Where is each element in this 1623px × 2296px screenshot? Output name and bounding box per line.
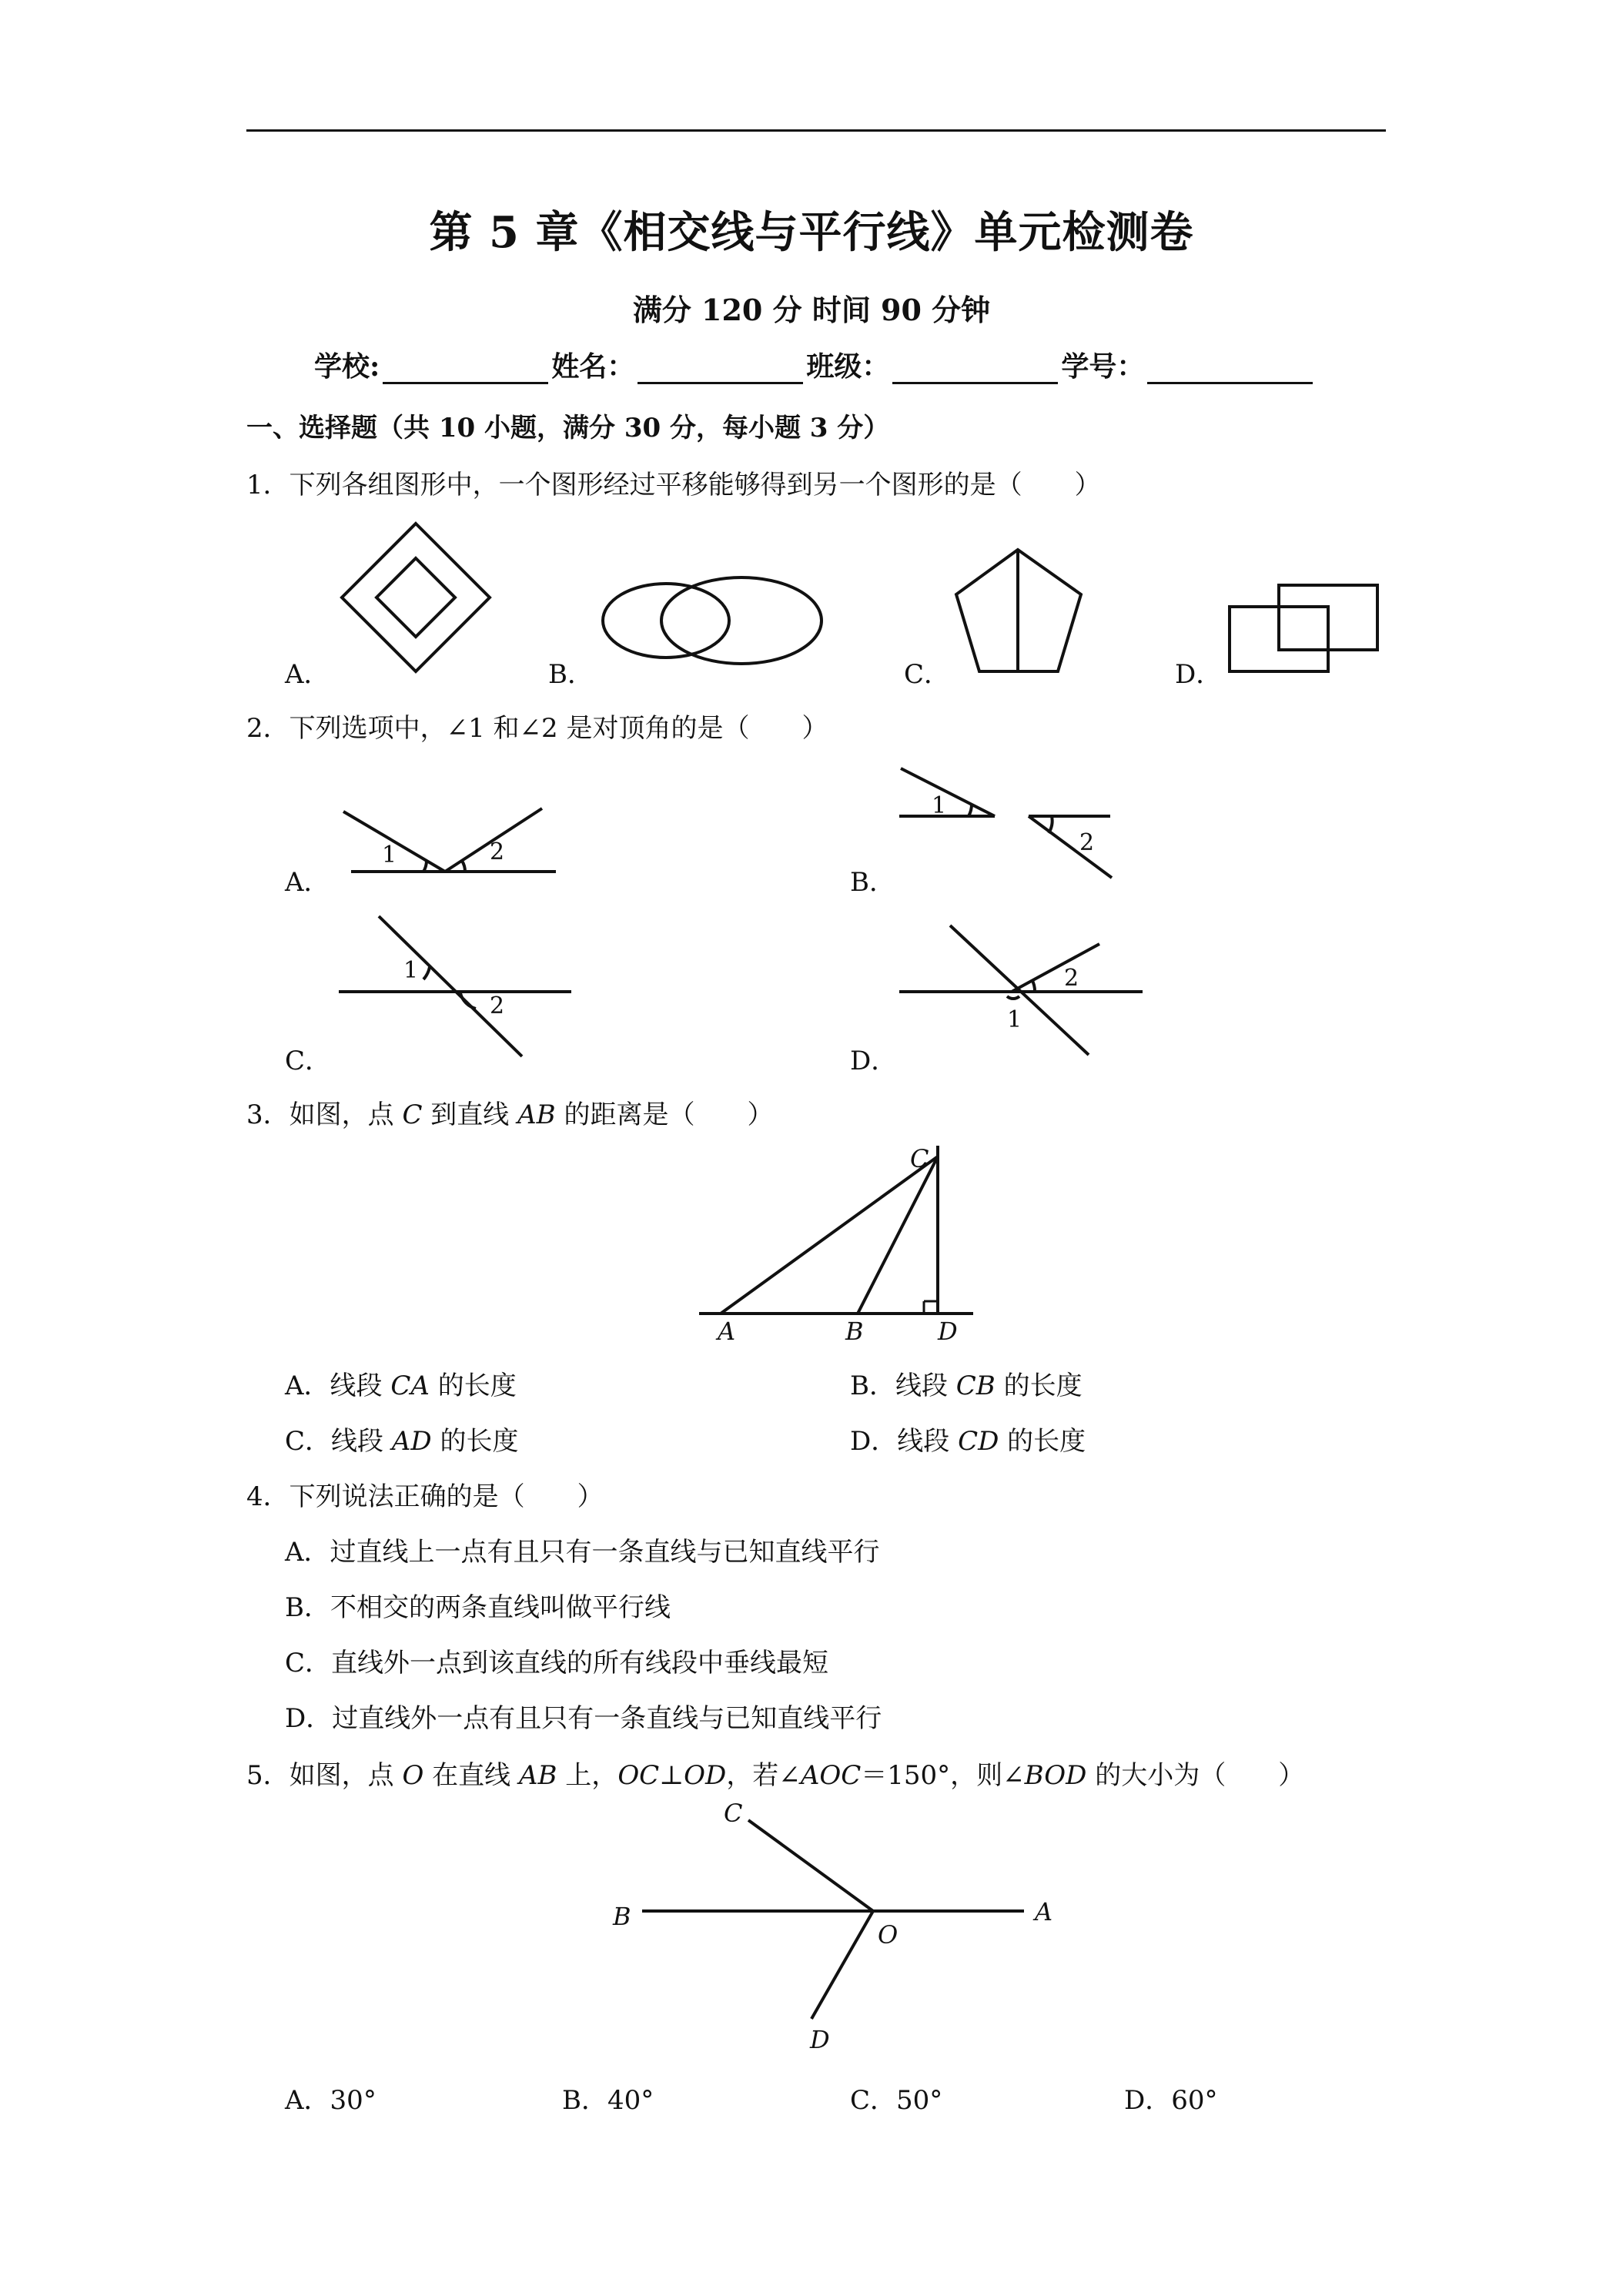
q5-option-b[interactable]: B．40° <box>562 2085 654 2116</box>
large-ellipse <box>661 577 822 664</box>
outer-diamond <box>342 524 490 671</box>
q2a-label-1: 1 <box>382 842 397 869</box>
q3-option-c[interactable]: C．线段 AD 的长度 <box>285 1426 519 1457</box>
q1-figure-a <box>339 524 493 678</box>
q2c-label-1: 1 <box>403 957 419 984</box>
q1-option-c[interactable]: C． <box>904 659 951 690</box>
q2-figure-b <box>899 767 1123 882</box>
small-ellipse <box>603 584 729 658</box>
name-blank[interactable] <box>637 356 803 384</box>
q3-option-a[interactable]: A．线段 CA 的长度 <box>285 1371 517 1401</box>
point-d: D <box>810 2025 830 2054</box>
number-blank[interactable] <box>1147 356 1313 384</box>
q2-figure-a <box>339 801 562 878</box>
q2a-label-2: 2 <box>490 838 505 865</box>
class-label: 班级： <box>806 350 890 383</box>
q2-stem: 2．下列选项中，∠1 和∠2 是对顶角的是（ ） <box>246 713 828 744</box>
page-title: 第 5 章《相交线与平行线》单元检测卷 <box>429 207 1194 258</box>
q2-option-d[interactable]: D． <box>850 1046 898 1076</box>
q3-option-d[interactable]: D．线段 CD 的长度 <box>850 1426 1086 1457</box>
q1-stem: 1．下列各组图形中，一个图形经过平移能够得到另一个图形的是（ ） <box>246 470 1101 500</box>
q3-option-b[interactable]: B．线段 CB 的长度 <box>850 1371 1083 1401</box>
q2-option-c[interactable]: C． <box>285 1046 332 1076</box>
section-heading: 一、选择题（共 10 小题，满分 30 分，每小题 3 分） <box>246 413 890 443</box>
q2c-label-2: 2 <box>490 992 505 1019</box>
class-blank[interactable] <box>892 356 1058 384</box>
ray-oc <box>748 1820 873 1911</box>
name-label: 姓名： <box>551 350 635 383</box>
q5-figure <box>608 1799 1070 2054</box>
seg-cb <box>858 1156 938 1314</box>
point-a: A <box>718 1317 736 1346</box>
school-blank[interactable] <box>383 356 548 384</box>
point-a: A <box>1035 1897 1053 1926</box>
q4-option-b[interactable]: B．不相交的两条直线叫做平行线 <box>285 1592 671 1623</box>
q1-figure-d <box>1228 584 1382 676</box>
point-b: B <box>845 1317 864 1346</box>
q4-option-c[interactable]: C．直线外一点到该直线的所有线段中垂线最短 <box>285 1648 829 1678</box>
page-subtitle: 满分 120 分 时间 90 分钟 <box>632 293 991 327</box>
seg-ca <box>721 1156 938 1314</box>
q5-stem: 5．如图，点 O 在直线 AB 上，OC⊥OD，若∠AOC＝150°，则∠BOD 的大小为（ ） <box>246 1760 1305 1791</box>
q2b-label-2: 2 <box>1079 829 1095 856</box>
q4-stem: 4．下列说法正确的是（ ） <box>246 1481 604 1512</box>
q4-option-a[interactable]: A．过直线上一点有且只有一条直线与已知直线平行 <box>285 1537 880 1568</box>
q2-figure-c <box>339 913 577 1059</box>
q3-stem: 3．如图，点 C 到直线 AB 的距离是（ ） <box>246 1099 774 1130</box>
q2d-label-1: 1 <box>1007 1006 1022 1033</box>
q2-option-a[interactable]: A． <box>285 867 330 898</box>
q1-option-d[interactable]: D． <box>1175 659 1223 690</box>
header-rule <box>246 129 1386 132</box>
inner-diamond <box>376 558 455 637</box>
q1-figure-b <box>601 577 824 670</box>
q1-option-b[interactable]: B． <box>548 659 594 690</box>
point-c: C <box>724 1799 743 1828</box>
point-o: O <box>878 1920 899 1950</box>
point-b: B <box>613 1902 631 1931</box>
point-d: D <box>938 1317 958 1346</box>
q5-option-d[interactable]: D．60° <box>1124 2085 1218 2116</box>
student-info-line <box>314 345 1316 384</box>
q2b-label-1: 1 <box>932 792 947 819</box>
q2-figure-d <box>899 924 1146 1070</box>
q1-figure-c <box>955 548 1086 679</box>
ray-od <box>812 1911 873 2019</box>
q2d-label-2: 2 <box>1064 965 1079 992</box>
point-c: C <box>910 1144 929 1173</box>
q2-option-b[interactable]: B． <box>850 867 895 898</box>
q1-option-a[interactable]: A． <box>285 659 330 690</box>
q5-option-a[interactable]: A．30° <box>285 2085 376 2116</box>
school-label: 学校: <box>314 350 380 383</box>
q3-figure <box>693 1146 986 1346</box>
q4-option-d[interactable]: D．过直线外一点有且只有一条直线与已知直线平行 <box>285 1703 882 1734</box>
q5-option-c[interactable]: C．50° <box>850 2085 943 2116</box>
number-label: 学号： <box>1061 350 1145 383</box>
